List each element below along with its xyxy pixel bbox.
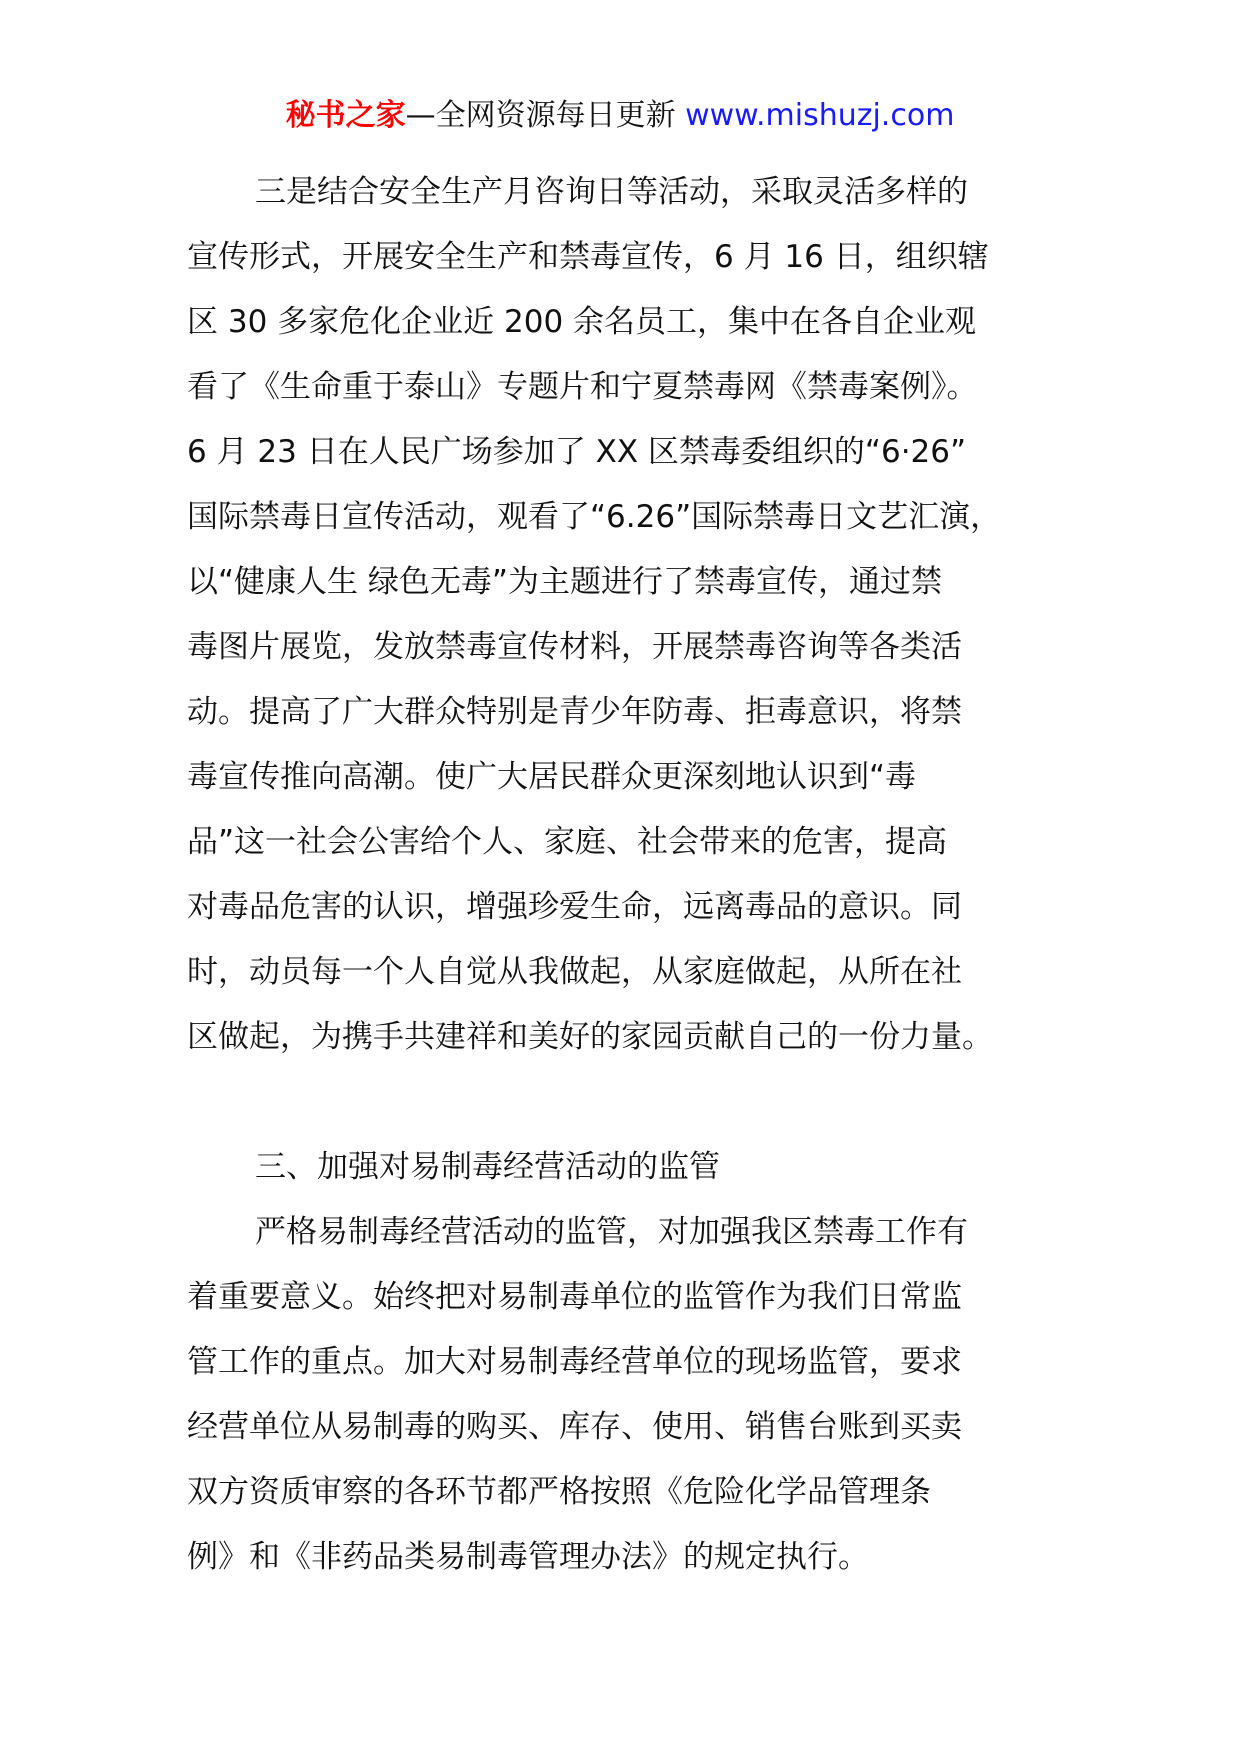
text-line: 以“健康人生 绿色无毒”为主题进行了禁毒宣传，通过禁 [187,564,942,600]
text-line: 毒图片展览，发放禁毒宣传材料，开展禁毒咨询等各类活 [187,629,962,665]
text-line: 双方资质审察的各环节都严格按照《危险化学品管理条 [187,1474,931,1510]
text-line: 对毒品危害的认识，增强珍爱生命，远离毒品的意识。同 [187,889,962,925]
text-line: 动。提高了广大群众特别是青少年防毒、拒毒意识，将禁 [187,694,962,730]
text-line: 三是结合安全生产月咨询日等活动，采取灵活多样的 [255,174,968,210]
site-url[interactable]: www.mishuzj.com [675,98,955,133]
text-line: 区做起，为携手共建祥和美好的家园贡献自己的一份力量。 [187,1019,993,1055]
section-heading: 三、加强对易制毒经营活动的监管 [255,1149,720,1185]
text-line: 6 月 23 日在人民广场参加了 XX 区禁毒委组织的“6·26” [187,434,967,470]
text-line: 宣传形式，开展安全生产和禁毒宣传，6 月 16 日，组织辖 [187,239,989,275]
page-header [0,96,1240,136]
paragraph-spacer [187,1070,1087,1135]
paragraph-activities [187,160,1087,1070]
text-line: 品”这一社会公害给个人、家庭、社会带来的危害，提高 [187,824,948,860]
text-line: 管工作的重点。加大对易制毒经营单位的现场监管，要求 [187,1344,962,1380]
text-line: 严格易制毒经营活动的监管，对加强我区禁毒工作有 [255,1214,968,1250]
text-line: 看了《生命重于泰山》专题片和宁夏禁毒网《禁毒案例》。 [187,369,978,405]
brand-name: 秘书之家 [285,98,406,133]
text-line: 区 30 多家危化企业近 200 余名员工，集中在各自企业观 [187,304,977,340]
paragraph-supervision [187,1200,1087,1590]
document-body [187,160,1087,1590]
text-line: 国际禁毒日宣传活动，观看了“6.26”国际禁毒日文艺汇演， [187,499,1002,535]
header-slogan: —全网资源每日更新 [405,98,676,133]
text-line: 例》和《非药品类易制毒管理办法》的规定执行。 [187,1539,869,1575]
text-line: 时，动员每一个人自觉从我做起，从家庭做起，从所在社 [187,954,962,990]
text-line: 毒宣传推向高潮。使广大居民群众更深刻地认识到“毒 [187,759,917,795]
text-line: 着重要意义。始终把对易制毒单位的监管作为我们日常监 [187,1279,962,1315]
text-line: 经营单位从易制毒的购买、库存、使用、销售台账到买卖 [187,1409,962,1445]
